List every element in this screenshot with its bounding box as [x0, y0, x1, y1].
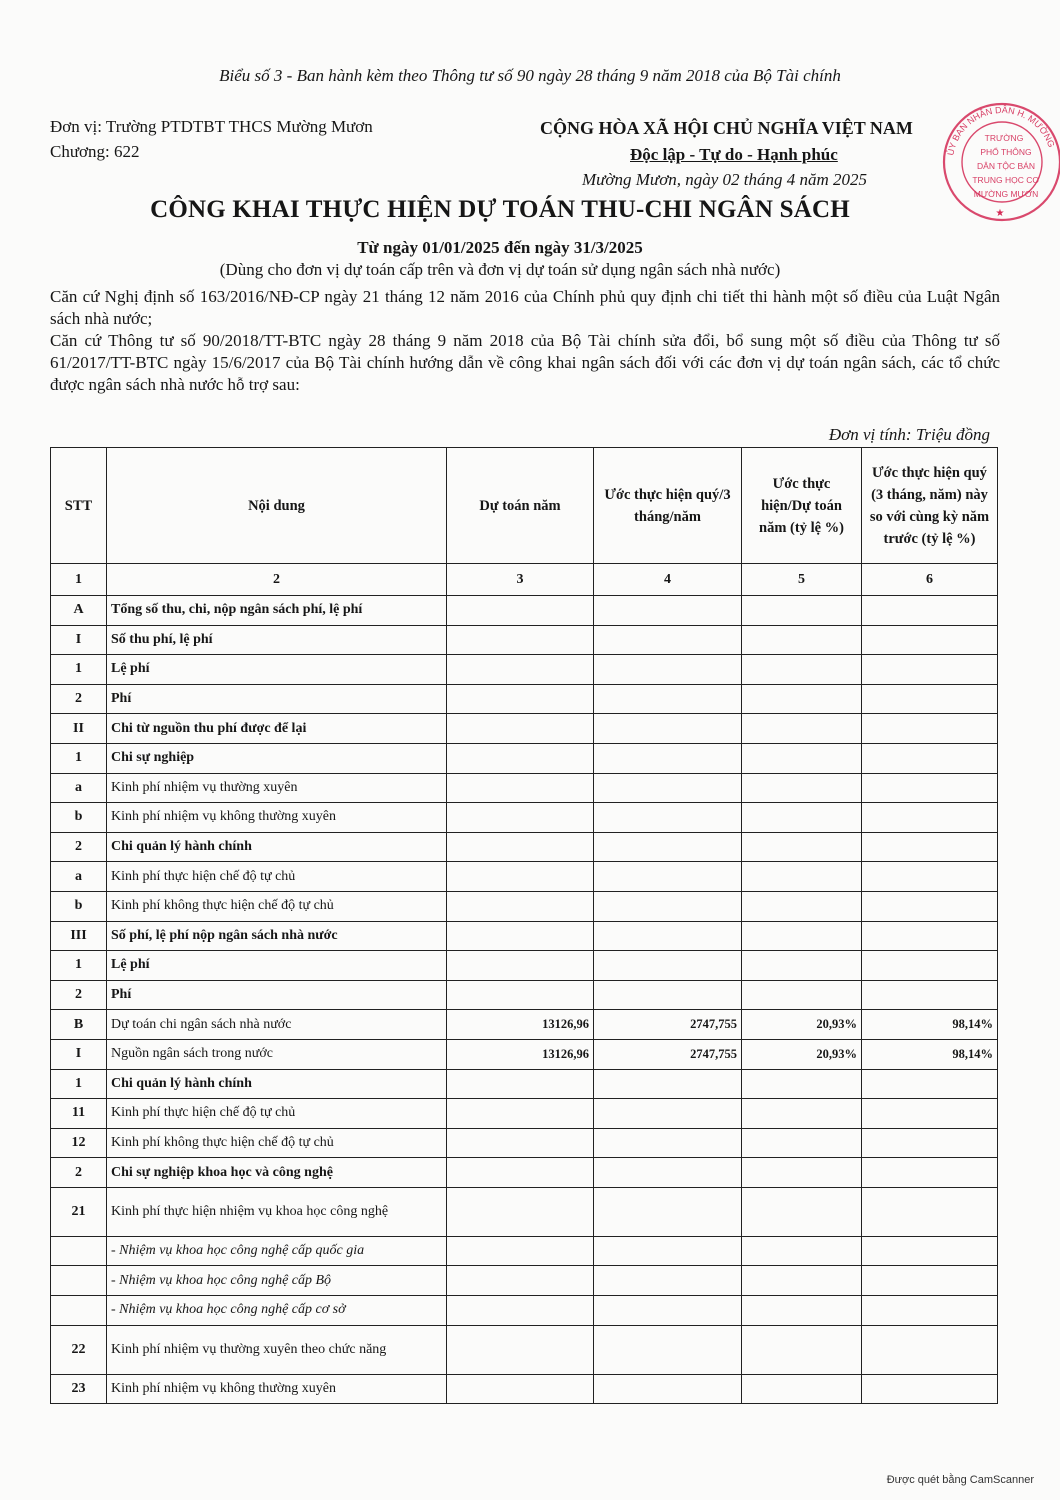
row-stt: I	[51, 625, 107, 655]
row-value-c3	[447, 921, 594, 951]
row-stt	[51, 1236, 107, 1266]
nation-title: CỘNG HÒA XÃ HỘI CHỦ NGHĨA VIỆT NAM	[540, 118, 913, 138]
row-content: Tổng số thu, chi, nộp ngân sách phí, lệ phí	[107, 596, 447, 626]
row-value-c6	[862, 1325, 998, 1374]
row-content: Phí	[107, 684, 447, 714]
row-stt: b	[51, 803, 107, 833]
row-content: Lệ phí	[107, 951, 447, 981]
row-content: Kinh phí nhiệm vụ không thường xuyên	[107, 803, 447, 833]
row-stt: 1	[51, 951, 107, 981]
row-value-c6	[862, 803, 998, 833]
chapter-code: Chương: 622	[50, 142, 140, 161]
row-value-c6	[862, 1266, 998, 1296]
row-value-c4: 2747,755	[594, 1039, 742, 1069]
national-motto: Độc lập - Tự do - Hạnh phúc	[630, 145, 838, 164]
row-value-c5	[742, 1236, 862, 1266]
row-content: Chi quản lý hành chính	[107, 832, 447, 862]
row-value-c3	[447, 773, 594, 803]
row-value-c4	[594, 1069, 742, 1099]
row-value-c3	[447, 862, 594, 892]
row-value-c3	[447, 596, 594, 626]
row-value-c3	[447, 1266, 594, 1296]
row-value-c3	[447, 980, 594, 1010]
row-content: Kinh phí nhiệm vụ không thường xuyên	[107, 1374, 447, 1404]
row-value-c6	[862, 891, 998, 921]
row-value-c3	[447, 743, 594, 773]
svg-text:ỦY BAN NHÂN DÂN H. MƯỜNG: ỦY BAN NHÂN DÂN H. MƯỜNG	[945, 104, 1057, 157]
row-value-c6	[862, 596, 998, 626]
row-value-c4	[594, 832, 742, 862]
row-value-c4	[594, 1374, 742, 1404]
unit-name: Đơn vị: Trường PTDTBT THCS Mường Mươn	[50, 117, 373, 136]
svg-text:★: ★	[995, 208, 1005, 219]
row-value-c6	[862, 862, 998, 892]
row-value-c3	[447, 951, 594, 981]
row-value-c6: 98,14%	[862, 1039, 998, 1069]
row-content: Số phí, lệ phí nộp ngân sách nhà nước	[107, 921, 447, 951]
column-index: 6	[862, 564, 998, 596]
column-index: 5	[742, 564, 862, 596]
table-row	[51, 803, 998, 833]
svg-text:TRUNG HỌC CƠ: TRUNG HỌC CƠ	[972, 175, 1040, 185]
column-index-row	[51, 564, 998, 596]
row-value-c6: 98,14%	[862, 1010, 998, 1040]
header-content: Nội dung	[107, 448, 447, 564]
row-content: Chi quản lý hành chính	[107, 1069, 447, 1099]
row-value-c6	[862, 743, 998, 773]
row-value-c4	[594, 803, 742, 833]
row-value-c6	[862, 1158, 998, 1188]
header-annual-estimate: Dự toán năm	[447, 448, 594, 564]
header-stt: STT	[51, 448, 107, 564]
row-value-c3	[447, 1374, 594, 1404]
row-stt: a	[51, 773, 107, 803]
column-index: 2	[107, 564, 447, 596]
table-row	[51, 1187, 998, 1236]
row-value-c5	[742, 1296, 862, 1326]
row-value-c6	[862, 1069, 998, 1099]
budget-table-body	[51, 596, 998, 1404]
row-value-c3	[447, 1158, 594, 1188]
row-content: Kinh phí không thực hiện chế độ tự chủ	[107, 891, 447, 921]
row-value-c3	[447, 625, 594, 655]
row-value-c4	[594, 1296, 742, 1326]
table-row	[51, 1266, 998, 1296]
row-value-c4	[594, 1099, 742, 1129]
row-content: Kinh phí nhiệm vụ thường xuyên	[107, 773, 447, 803]
row-value-c6	[862, 684, 998, 714]
table-row	[51, 1099, 998, 1129]
row-stt: 2	[51, 1158, 107, 1188]
table-row	[51, 1069, 998, 1099]
row-value-c5	[742, 803, 862, 833]
official-seal	[940, 100, 1060, 224]
row-value-c6	[862, 980, 998, 1010]
table-row	[51, 921, 998, 951]
form-reference: Biểu số 3 - Ban hành kèm theo Thông tư số 90 ngày 28 tháng 9 năm 2018 của Bộ Tài chính	[219, 66, 841, 85]
row-value-c3	[447, 1128, 594, 1158]
row-value-c3	[447, 1099, 594, 1129]
row-content: Kinh phí không thực hiện chế độ tự chủ	[107, 1128, 447, 1158]
row-value-c3	[447, 1187, 594, 1236]
table-row	[51, 980, 998, 1010]
row-value-c6	[862, 655, 998, 685]
row-value-c4	[594, 1187, 742, 1236]
row-value-c3	[447, 1236, 594, 1266]
svg-text:DÂN TỘC BÁN: DÂN TỘC BÁN	[977, 161, 1035, 171]
header-quarter-estimate: Ước thực hiện quý/3 tháng/năm	[594, 448, 742, 564]
page-title: CÔNG KHAI THỰC HIỆN DỰ TOÁN THU-CHI NGÂN SÁCH	[150, 196, 850, 223]
row-value-c4	[594, 921, 742, 951]
row-value-c4	[594, 655, 742, 685]
row-stt: 11	[51, 1099, 107, 1129]
row-value-c5	[742, 773, 862, 803]
table-row	[51, 684, 998, 714]
row-value-c5	[742, 743, 862, 773]
row-content: Lệ phí	[107, 655, 447, 685]
row-stt: B	[51, 1010, 107, 1040]
row-value-c6	[862, 714, 998, 744]
header-ratio-estimate: Ước thực hiện/Dự toán năm (tỷ lệ %)	[742, 448, 862, 564]
row-value-c4	[594, 1325, 742, 1374]
row-value-c3	[447, 803, 594, 833]
row-value-c4: 2747,755	[594, 1010, 742, 1040]
row-value-c5	[742, 1374, 862, 1404]
row-value-c5: 20,93%	[742, 1010, 862, 1040]
row-content: Kinh phí thực hiện chế độ tự chủ	[107, 862, 447, 892]
row-stt	[51, 1266, 107, 1296]
row-content: Số thu phí, lệ phí	[107, 625, 447, 655]
row-value-c3	[447, 1325, 594, 1374]
row-value-c5	[742, 921, 862, 951]
table-row	[51, 655, 998, 685]
row-content: Kinh phí thực hiện chế độ tự chủ	[107, 1099, 447, 1129]
row-value-c5	[742, 655, 862, 685]
row-value-c4	[594, 980, 742, 1010]
row-content: Kinh phí thực hiện nhiệm vụ khoa học công nghệ	[107, 1187, 447, 1236]
row-value-c3	[447, 1296, 594, 1326]
row-value-c6	[862, 1296, 998, 1326]
row-value-c6	[862, 1128, 998, 1158]
row-value-c3	[447, 684, 594, 714]
row-stt: 12	[51, 1128, 107, 1158]
svg-text:TRƯỜNG: TRƯỜNG	[984, 133, 1024, 143]
table-row	[51, 1128, 998, 1158]
table-row	[51, 1039, 998, 1069]
table-row	[51, 1010, 998, 1040]
row-value-c4	[594, 625, 742, 655]
row-value-c6	[862, 1099, 998, 1129]
row-value-c6	[862, 773, 998, 803]
row-stt: 1	[51, 743, 107, 773]
row-content: Kinh phí nhiệm vụ thường xuyên theo chức năng	[107, 1325, 447, 1374]
svg-text:MƯỜNG MƯƠN: MƯỜNG MƯƠN	[973, 189, 1039, 199]
table-row	[51, 1296, 998, 1326]
row-value-c6	[862, 1374, 998, 1404]
row-content: Nguồn ngân sách trong nước	[107, 1039, 447, 1069]
row-value-c6	[862, 1187, 998, 1236]
row-value-c5	[742, 980, 862, 1010]
row-stt: 22	[51, 1325, 107, 1374]
row-value-c3	[447, 832, 594, 862]
row-value-c4	[594, 743, 742, 773]
row-value-c4	[594, 684, 742, 714]
row-value-c4	[594, 1158, 742, 1188]
row-stt: 1	[51, 1069, 107, 1099]
table-row	[51, 1374, 998, 1404]
row-value-c3: 13126,96	[447, 1039, 594, 1069]
table-row	[51, 862, 998, 892]
row-content: - Nhiệm vụ khoa học công nghệ cấp Bộ	[107, 1266, 447, 1296]
row-stt: 1	[51, 655, 107, 685]
row-value-c5	[742, 891, 862, 921]
row-value-c5: 20,93%	[742, 1039, 862, 1069]
unit-of-measure: Đơn vị tính: Triệu đồng	[828, 425, 990, 444]
table-row	[51, 891, 998, 921]
column-index: 1	[51, 564, 107, 596]
row-value-c5	[742, 1158, 862, 1188]
row-value-c3	[447, 655, 594, 685]
row-value-c3	[447, 714, 594, 744]
row-value-c4	[594, 1236, 742, 1266]
row-value-c5	[742, 1099, 862, 1129]
table-row	[51, 596, 998, 626]
row-value-c3	[447, 1069, 594, 1099]
table-row	[51, 1325, 998, 1374]
table-row	[51, 773, 998, 803]
row-content: - Nhiệm vụ khoa học công nghệ cấp quốc gia	[107, 1236, 447, 1266]
table-row	[51, 951, 998, 981]
row-value-c5	[742, 596, 862, 626]
row-stt: II	[51, 714, 107, 744]
row-content: - Nhiệm vụ khoa học công nghệ cấp cơ sở	[107, 1296, 447, 1326]
column-index: 4	[594, 564, 742, 596]
row-value-c4	[594, 951, 742, 981]
row-value-c6	[862, 951, 998, 981]
row-value-c4	[594, 596, 742, 626]
row-content: Phí	[107, 980, 447, 1010]
table-row	[51, 1158, 998, 1188]
row-value-c4	[594, 714, 742, 744]
row-value-c4	[594, 1128, 742, 1158]
row-stt	[51, 1296, 107, 1326]
row-value-c6	[862, 921, 998, 951]
legal-basis-1: Căn cứ Nghị định số 163/2016/NĐ-CP ngày 21 tháng 12 năm 2016 của Chính phủ quy định chi tiết thi hành một số điều của Luật Ngân sách nhà nước;	[50, 287, 1000, 328]
row-value-c3: 13126,96	[447, 1010, 594, 1040]
scanner-watermark: Được quét bằng CamScanner	[886, 1474, 1034, 1486]
row-value-c3	[447, 891, 594, 921]
row-stt: III	[51, 921, 107, 951]
row-value-c5	[742, 625, 862, 655]
date-line: Mường Mươn, ngày 02 tháng 4 năm 2025	[582, 170, 868, 189]
row-value-c5	[742, 862, 862, 892]
usage-note: (Dùng cho đơn vị dự toán cấp trên và đơn vị dự toán sử dụng ngân sách nhà nước)	[219, 260, 781, 279]
row-value-c5	[742, 1069, 862, 1099]
row-value-c5	[742, 1266, 862, 1296]
table-row	[51, 714, 998, 744]
row-value-c5	[742, 684, 862, 714]
column-index: 3	[447, 564, 594, 596]
row-value-c5	[742, 714, 862, 744]
row-value-c4	[594, 891, 742, 921]
row-content: Chi từ nguồn thu phí được để lại	[107, 714, 447, 744]
row-value-c6	[862, 1236, 998, 1266]
row-stt: a	[51, 862, 107, 892]
table-row	[51, 743, 998, 773]
row-stt: 2	[51, 684, 107, 714]
row-value-c5	[742, 951, 862, 981]
row-value-c4	[594, 1266, 742, 1296]
row-value-c6	[862, 625, 998, 655]
table-row	[51, 1236, 998, 1266]
row-stt: 2	[51, 980, 107, 1010]
row-stt: A	[51, 596, 107, 626]
row-content: Chi sự nghiệp khoa học và công nghệ	[107, 1158, 447, 1188]
row-stt: I	[51, 1039, 107, 1069]
row-stt: 23	[51, 1374, 107, 1404]
row-value-c5	[742, 1128, 862, 1158]
row-value-c6	[862, 832, 998, 862]
row-value-c5	[742, 1325, 862, 1374]
report-period: Từ ngày 01/01/2025 đến ngày 31/3/2025	[357, 238, 643, 257]
table-row	[51, 832, 998, 862]
table-row	[51, 625, 998, 655]
row-value-c4	[594, 773, 742, 803]
row-content: Dự toán chi ngân sách nhà nước	[107, 1010, 447, 1040]
row-stt: b	[51, 891, 107, 921]
row-value-c5	[742, 832, 862, 862]
budget-table	[50, 447, 998, 1404]
row-value-c5	[742, 1187, 862, 1236]
row-stt: 2	[51, 832, 107, 862]
legal-basis-2: Căn cứ Thông tư số 90/2018/TT-BTC ngày 28 tháng 9 năm 2018 của Bộ Tài chính sửa đổi, bổ sung một số điều của Thông tư số 61/2017/TT-BTC ngày 15/6/2017 của Bộ Tài chính hướng dẫn về công khai ngân sách đối với các đơn vị dự toán ngân sách, các tổ chức được ngân sách nhà nước hỗ trợ sau:	[50, 331, 1000, 394]
header-ratio-same-period: Ước thực hiện quý (3 tháng, năm) này so với cùng kỳ năm trước (tỷ lệ %)	[862, 448, 998, 564]
row-content: Chi sự nghiệp	[107, 743, 447, 773]
svg-text:PHỔ THÔNG: PHỔ THÔNG	[980, 147, 1032, 157]
row-value-c4	[594, 862, 742, 892]
row-stt: 21	[51, 1187, 107, 1236]
